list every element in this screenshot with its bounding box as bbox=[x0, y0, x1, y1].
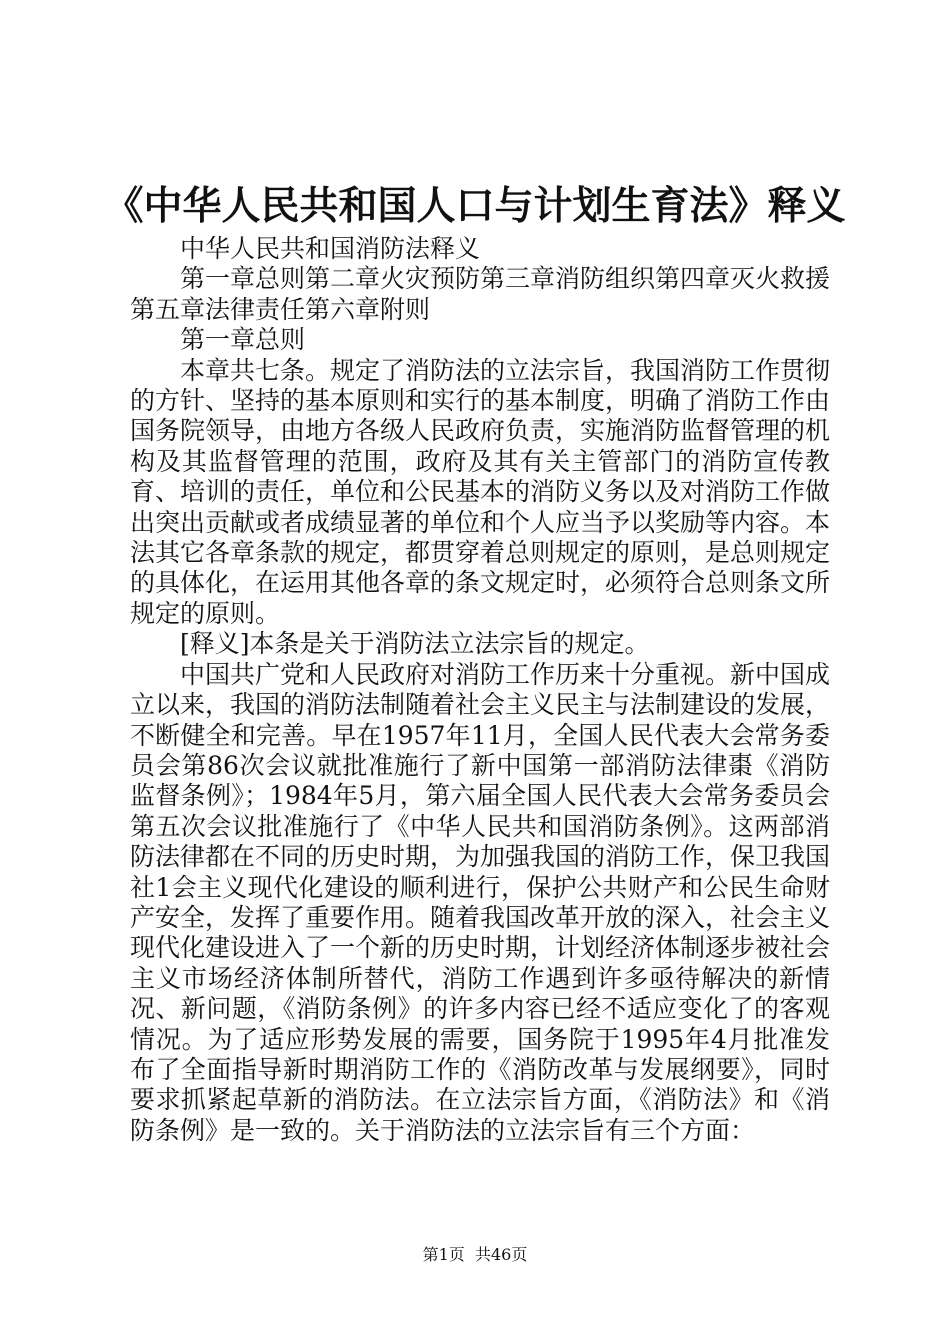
paragraph-chapter-list: 第一章总则第二章火灾预防第三章消防组织第四章灭火救援第五章法律责任第六章附则 bbox=[130, 264, 831, 324]
paragraph-history: 中国共广党和人民政府对消防工作历来十分重视。新中国成立以来，我国的消防法制随着社会主义民主与法制建设的发展，不断健全和完善。早在1957年11月，全国人民代表大会常务委员会第86次会议就批准施行了新中国第一部消防法律棗《消防监督条例》；1984年5月，第六届全国人民代表大会常务委员会第五次会议批准施行了《中华人民共和国消防条例》。这两部消防法律都在不同的历史时期，为加强我国的消防工作，保卫我国社1会主义现代化建设的顺利进行，保护公共财产和公民生命财产安全，发挥了重要作用。随着我国改革开放的深入，社会主义现代化建设进入了一个新的历史时期，计划经济体制逐步被社会主义市场经济体制所替代，消防工作遇到许多亟待解决的新情况、新问题，《消防条例》的许多内容已经不适应变化了的客观情况。为了适应形势发展的需要，国务院于1995年4月批准发布了全面指导新时期消防工作的《消防改革与发展纲要》，同时要求抓紧起草新的消防法。在立法宗旨方面，《消防法》和《消防条例》是一致的。关于消防法的立法宗旨有三个方面： bbox=[130, 659, 831, 1145]
paragraph-interpretation: [释义]本条是关于消防法立法宗旨的规定。 bbox=[180, 629, 650, 659]
document-title: 《中华人民共和国人口与计划生育法》释义 bbox=[104, 183, 846, 229]
page-number: 第1页 bbox=[422, 1245, 465, 1264]
footer-spacer bbox=[465, 1245, 475, 1264]
page-footer bbox=[0, 1245, 950, 1265]
paragraph-chapter-heading: 第一章总则 bbox=[180, 325, 306, 355]
paragraph-subtitle: 中华人民共和国消防法释义 bbox=[180, 234, 481, 263]
page-total: 共46页 bbox=[474, 1245, 528, 1264]
document-body bbox=[130, 234, 830, 1146]
paragraph-chapter-summary: 本章共七条。规定了消防法的立法宗旨，我国消防工作贯彻的方针、坚持的基本原则和实行的基本制度，明确了消防工作由国务院领导，由地方各级人民政府负责，实施消防监督管理的机构及其监督管理的范围，政府及其有关主管部门的消防宣传教育、培训的责任，单位和公民基本的消防义务以及对消防工作做出突出贡献或者成绩显著的单位和个人应当予以奖励等内容。本法其它各章条款的规定，都贯穿着总则规定的原则，是总则规定的具体化，在运用其他各章的条文规定时，必须符合总则条文所规定的原则。 bbox=[130, 355, 831, 628]
